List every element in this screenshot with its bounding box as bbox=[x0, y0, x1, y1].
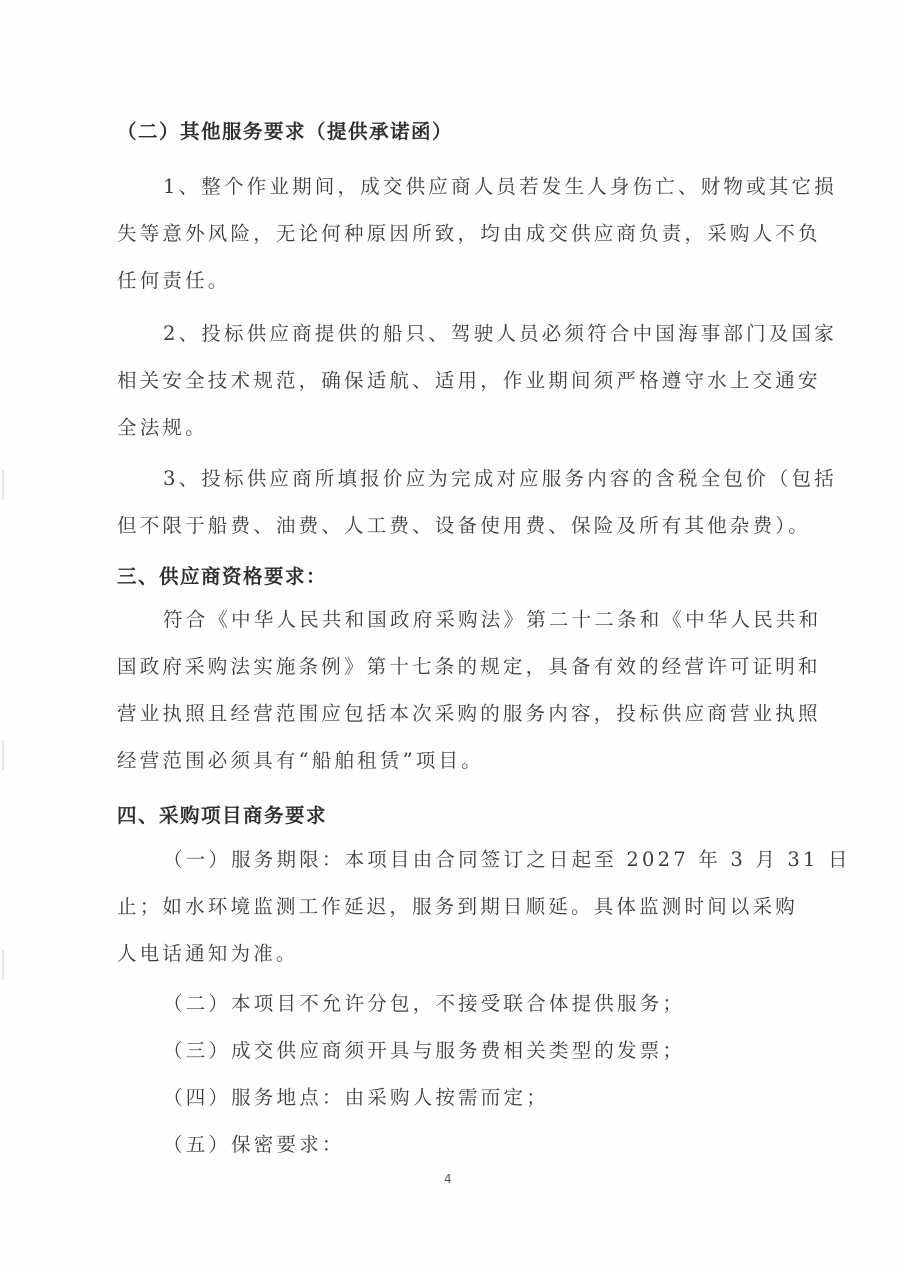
paragraph-line: 但不限于船费、油费、人工费、设备使用费、保险及所有其他杂费）。 bbox=[117, 514, 811, 537]
scan-edge-mark bbox=[2, 740, 4, 770]
list-item: （五）保密要求： bbox=[163, 1133, 345, 1156]
paragraph-line: 1、整个作业期间，成交供应商人员若发生人身伤亡、财物或其它损 bbox=[163, 175, 837, 198]
paragraph-line: 3、投标供应商所填报价应为完成对应服务内容的含税全包价（包括 bbox=[163, 467, 837, 490]
paragraph-line: 止；如水环境监测工作延迟，服务到期日顺延。具体监测时间以采购 bbox=[117, 895, 799, 918]
paragraph-line: 失等意外风险，无论何种原因所致，均由成交供应商负责，采购人不负 bbox=[117, 222, 821, 245]
list-item: （四）服务地点：由采购人按需而定； bbox=[163, 1086, 549, 1109]
section-heading-other-requirements: （二）其他服务要求（提供承诺函） bbox=[117, 120, 454, 143]
paragraph-line: 国政府采购法实施条例》第十七条的规定，具备有效的经营许可证明和 bbox=[117, 655, 821, 678]
scan-edge-mark bbox=[2, 470, 4, 500]
section-heading-supplier-qualification: 三、供应商资格要求： bbox=[117, 565, 328, 588]
paragraph-line: 符合《中华人民共和国政府采购法》第二十二条和《中华人民共和 bbox=[163, 608, 822, 631]
paragraph-line: 全法规。 bbox=[117, 416, 208, 439]
paragraph-line: 人电话通知为准。 bbox=[117, 942, 299, 965]
paragraph-line: 营业执照且经营范围应包括本次采购的服务内容，投标供应商营业执照 bbox=[117, 702, 821, 725]
paragraph-line: 任何责任。 bbox=[117, 269, 231, 292]
list-item: （二）本项目不允许分包，不接受联合体提供服务； bbox=[163, 992, 686, 1015]
paragraph-line: （一）服务期限：本项目由合同签订之日起至 2027 年 3 月 31 日 bbox=[163, 848, 851, 871]
list-item: （三）成交供应商须开具与服务费相关类型的发票； bbox=[163, 1039, 686, 1062]
section-heading-business-requirements: 四、采购项目商务要求 bbox=[117, 804, 328, 827]
scan-edge-mark bbox=[2, 950, 4, 980]
paragraph-line: 相关安全技术规范，确保适航、适用，作业期间须严格遵守水上交通安 bbox=[117, 369, 821, 392]
paragraph-line: 2、投标供应商提供的船只、驾驶人员必须符合中国海事部门及国家 bbox=[163, 322, 837, 345]
paragraph-line: 经营范围必须具有“船舶租赁”项目。 bbox=[117, 749, 484, 772]
page-number: 4 bbox=[444, 1172, 452, 1186]
